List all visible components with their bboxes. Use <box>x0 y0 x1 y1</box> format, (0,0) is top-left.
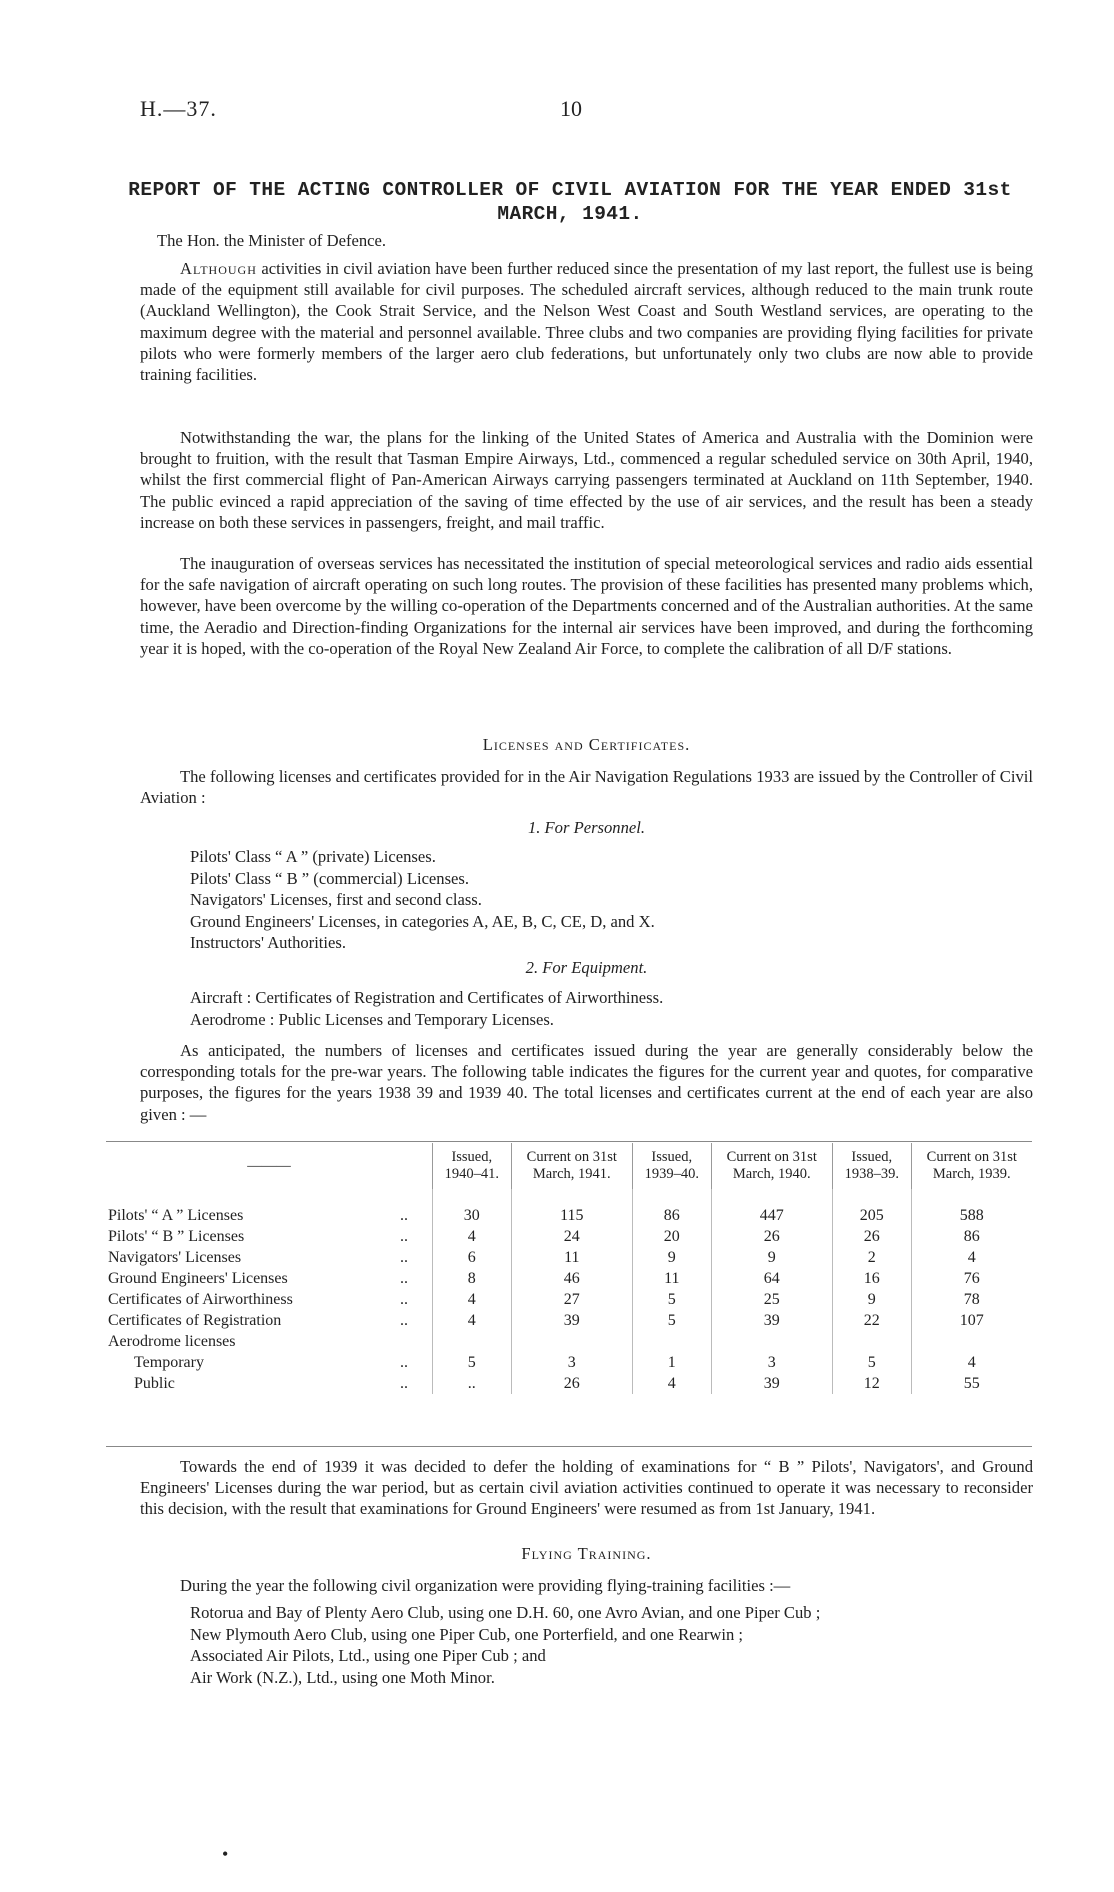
row-label: Pilots' “ A ” Licenses <box>108 1206 244 1224</box>
table-cell: 24 <box>511 1226 632 1247</box>
table-cell: 4 <box>911 1247 1032 1268</box>
column-header: Current on 31st March, 1939. <box>911 1143 1032 1189</box>
table-row <box>106 1205 1032 1226</box>
row-leader-dots: .. <box>400 1353 408 1371</box>
list-item: Pilots' Class “ B ” (commercial) Licenses. <box>190 868 470 888</box>
stray-mark: • <box>222 1844 229 1864</box>
table-cell: 86 <box>632 1205 711 1226</box>
row-leader-dots: .. <box>400 1206 408 1224</box>
report-title: REPORT OF THE ACTING CONTROLLER OF CIVIL AVIATION FOR THE YEAR ENDED 31st MARCH, 1941. <box>128 179 1012 225</box>
row-leader-dots: .. <box>400 1290 408 1308</box>
paragraph-intro: Although activities in civil aviation have been further reduced since the presentation of my last report, the fullest use is being made of the equipment still available for civil purposes. The scheduled aircraft services, although reduced to the main trunk route (Auckland Wellington), the Cook Strait Service, and the Nelson West Coast and South Westland services, are operating to the maximum degree with the material and personnel available. Three clubs and two companies are providing flying facilities for private pilots who were formerly members of the larger aero club federations, but unfortunately only two clubs are now able to provide training facilities. <box>140 259 1033 385</box>
equipment-heading: 2. For Equipment. <box>525 958 648 977</box>
paragraph-training-intro: During the year the following civil organization were providing flying-training facilities :— <box>180 1576 791 1595</box>
table-cell: 16 <box>832 1268 911 1289</box>
table-top-rule <box>106 1141 1032 1142</box>
table-cell: 588 <box>911 1205 1032 1226</box>
table-cell: 5 <box>832 1352 911 1373</box>
paragraph-table-intro: As anticipated, the numbers of licenses and certificates issued during the year are generally considerably below the corresponding totals for the pre-war years. The following table indicates the figures for the current year and quotes, for comparative purposes, the figures for the years 1938 39 and 1939 40. The total licenses and certificates current at the end of each year are also given : — <box>140 1041 1033 1124</box>
row-label: Aerodrome licenses <box>108 1332 236 1350</box>
column-header: Issued, 1940–41. <box>433 1143 512 1189</box>
personnel-heading: 1. For Personnel. <box>527 818 646 837</box>
table-cell: 20 <box>632 1226 711 1247</box>
table-cell: 6 <box>433 1247 512 1268</box>
table-cell: 5 <box>433 1352 512 1373</box>
training-list <box>190 1602 1033 1688</box>
row-label: Pilots' “ B ” Licenses <box>108 1227 245 1245</box>
table-cell: 115 <box>511 1205 632 1226</box>
table-cell: 5 <box>632 1289 711 1310</box>
table-cell <box>711 1331 832 1352</box>
table-cell: 22 <box>832 1310 911 1331</box>
row-leader-dots: .. <box>400 1248 408 1266</box>
column-header: Issued, 1938–39. <box>832 1143 911 1189</box>
list-item: Aerodrome : Public Licenses and Temporary Licenses. <box>190 1009 554 1029</box>
list-item: Rotorua and Bay of Plenty Aero Club, using one D.H. 60, one Avro Avian, and one Piper Cub ; <box>190 1603 821 1622</box>
licenses-table <box>106 1143 1032 1394</box>
table-cell: 26 <box>511 1373 632 1394</box>
table-cell: 25 <box>711 1289 832 1310</box>
table-row <box>106 1331 1032 1352</box>
table-cell: 447 <box>711 1205 832 1226</box>
table-cell: 4 <box>632 1373 711 1394</box>
list-item: Ground Engineers' Licenses, in categories A, AE, B, C, CE, D, and X. <box>190 911 655 931</box>
table-cell: 4 <box>433 1226 512 1247</box>
row-label: Certificates of Registration <box>108 1311 282 1329</box>
list-item: Aircraft : Certificates of Registration and Certificates of Airworthiness. <box>190 988 664 1007</box>
table-cell: 26 <box>832 1226 911 1247</box>
table-cell: 2 <box>832 1247 911 1268</box>
table-cell <box>511 1331 632 1352</box>
table-cell: 26 <box>711 1226 832 1247</box>
page-number: 10 <box>560 96 582 121</box>
table-cell: 9 <box>832 1289 911 1310</box>
personnel-list <box>190 846 655 954</box>
document-reference: H.—37. <box>140 96 217 121</box>
table-cell <box>832 1331 911 1352</box>
list-item: Air Work (N.Z.), Ltd., using one Moth Minor. <box>190 1667 495 1687</box>
equipment-list <box>190 987 663 1030</box>
row-leader-dots: .. <box>400 1227 408 1245</box>
list-item: Pilots' Class “ A ” (private) Licenses. <box>190 847 436 866</box>
list-item: Navigators' Licenses, first and second class. <box>190 890 482 909</box>
table-cell: 78 <box>911 1289 1032 1310</box>
column-header: Issued, 1939–40. <box>632 1143 711 1189</box>
table-cell <box>632 1331 711 1352</box>
table-cell: 4 <box>911 1352 1032 1373</box>
table-cell: 3 <box>511 1352 632 1373</box>
table-cell: .. <box>433 1373 512 1394</box>
table-cell: 5 <box>632 1310 711 1331</box>
row-leader-dots: .. <box>400 1374 408 1392</box>
table-corner: ——— <box>247 1157 291 1174</box>
paragraph-meteorological: The inauguration of overseas services has necessitated the institution of special meteorological services and radio aids essential for the safe navigation of aircraft operating on such long routes. The provision of these facilities has presented many problems which, however, have been overcome by the willing co-operation of the Departments concerned and of the Australian authorities. At the same time, the Aeradio and Direction-finding Organizations for the internal air services have been improved, and during the forthcoming year it is hoped, with the co-operation of the Royal New Zealand Air Force, to complete the calibration of all D/F stations. <box>140 554 1033 658</box>
table-cell: 1 <box>632 1352 711 1373</box>
table-cell: 4 <box>433 1310 512 1331</box>
table-row <box>106 1373 1032 1394</box>
intro-lead-word: Although <box>180 259 257 278</box>
table-row <box>106 1226 1032 1247</box>
table-cell: 3 <box>711 1352 832 1373</box>
table-cell: 107 <box>911 1310 1032 1331</box>
table-row <box>106 1352 1032 1373</box>
table-cell: 86 <box>911 1226 1032 1247</box>
table-cell: 39 <box>511 1310 632 1331</box>
table-cell: 39 <box>711 1310 832 1331</box>
table-cell: 9 <box>711 1247 832 1268</box>
table-row <box>106 1268 1032 1289</box>
table-cell: 27 <box>511 1289 632 1310</box>
table-cell <box>433 1331 512 1352</box>
row-leader-dots <box>398 1331 433 1352</box>
table-cell: 4 <box>433 1289 512 1310</box>
table-cell: 8 <box>433 1268 512 1289</box>
paragraph-licenses-intro: The following licenses and certificates provided for in the Air Navigation Regulations 1933 are issued by the Controller of Civil Aviation : <box>140 767 1033 808</box>
table-cell: 11 <box>511 1247 632 1268</box>
table-cell: 46 <box>511 1268 632 1289</box>
row-leader-dots: .. <box>400 1269 408 1287</box>
table-row <box>106 1289 1032 1310</box>
licenses-heading: Licenses and Certificates. <box>482 735 691 754</box>
list-item: Instructors' Authorities. <box>190 933 347 952</box>
table-cell: 64 <box>711 1268 832 1289</box>
row-label: Navigators' Licenses <box>108 1248 242 1266</box>
column-header: Current on 31st March, 1941. <box>511 1143 632 1189</box>
row-label: Temporary <box>134 1353 204 1371</box>
table-cell: 30 <box>433 1205 512 1226</box>
list-item: Associated Air Pilots, Ltd., using one Piper Cub ; and <box>190 1646 546 1665</box>
table-body <box>106 1189 1032 1394</box>
row-label: Public <box>134 1374 175 1392</box>
row-label: Certificates of Airworthiness <box>108 1290 293 1308</box>
table-cell: 55 <box>911 1373 1032 1394</box>
table-row <box>106 1310 1032 1331</box>
table-row <box>106 1247 1032 1268</box>
flying-training-heading: Flying Training. <box>521 1544 652 1563</box>
table-cell: 76 <box>911 1268 1032 1289</box>
paragraph-overseas-links: Notwithstanding the war, the plans for the linking of the United States of America and Australia with the Dominion were brought to fruition, with the result that Tasman Empire Airways, Ltd., commenced a regular scheduled service on 30th April, 1940, whilst the first commercial flight of Pan-American Airways carrying passengers terminated at Auckland on 11th September, 1940. The public evinced a rapid appreciation of the saving of time effected by the use of air services, and the result has been a steady increase on both these services in passengers, freight, and mail traffic. <box>140 428 1033 532</box>
row-leader-dots: .. <box>400 1311 408 1329</box>
table-cell: 12 <box>832 1373 911 1394</box>
table-cell: 9 <box>632 1247 711 1268</box>
paragraph-examinations: Towards the end of 1939 it was decided to defer the holding of examinations for “ B ” Pilots', Navigators', and Ground Engineers' Licenses during the war period, but as certain civil aviation activities continued to operate it was necessary to reconsider this decision, with the result that examinations for Ground Engineers' were resumed as from 1st January, 1941. <box>140 1457 1033 1519</box>
table-cell: 11 <box>632 1268 711 1289</box>
row-label: Ground Engineers' Licenses <box>108 1269 288 1287</box>
table-cell <box>911 1331 1032 1352</box>
table-bottom-rule <box>106 1446 1032 1447</box>
salutation: The Hon. the Minister of Defence. <box>157 231 387 250</box>
list-item: New Plymouth Aero Club, using one Piper Cub, one Porterfield, and one Rearwin ; <box>190 1624 744 1644</box>
table-cell: 39 <box>711 1373 832 1394</box>
table-cell: 205 <box>832 1205 911 1226</box>
column-header: Current on 31st March, 1940. <box>711 1143 832 1189</box>
